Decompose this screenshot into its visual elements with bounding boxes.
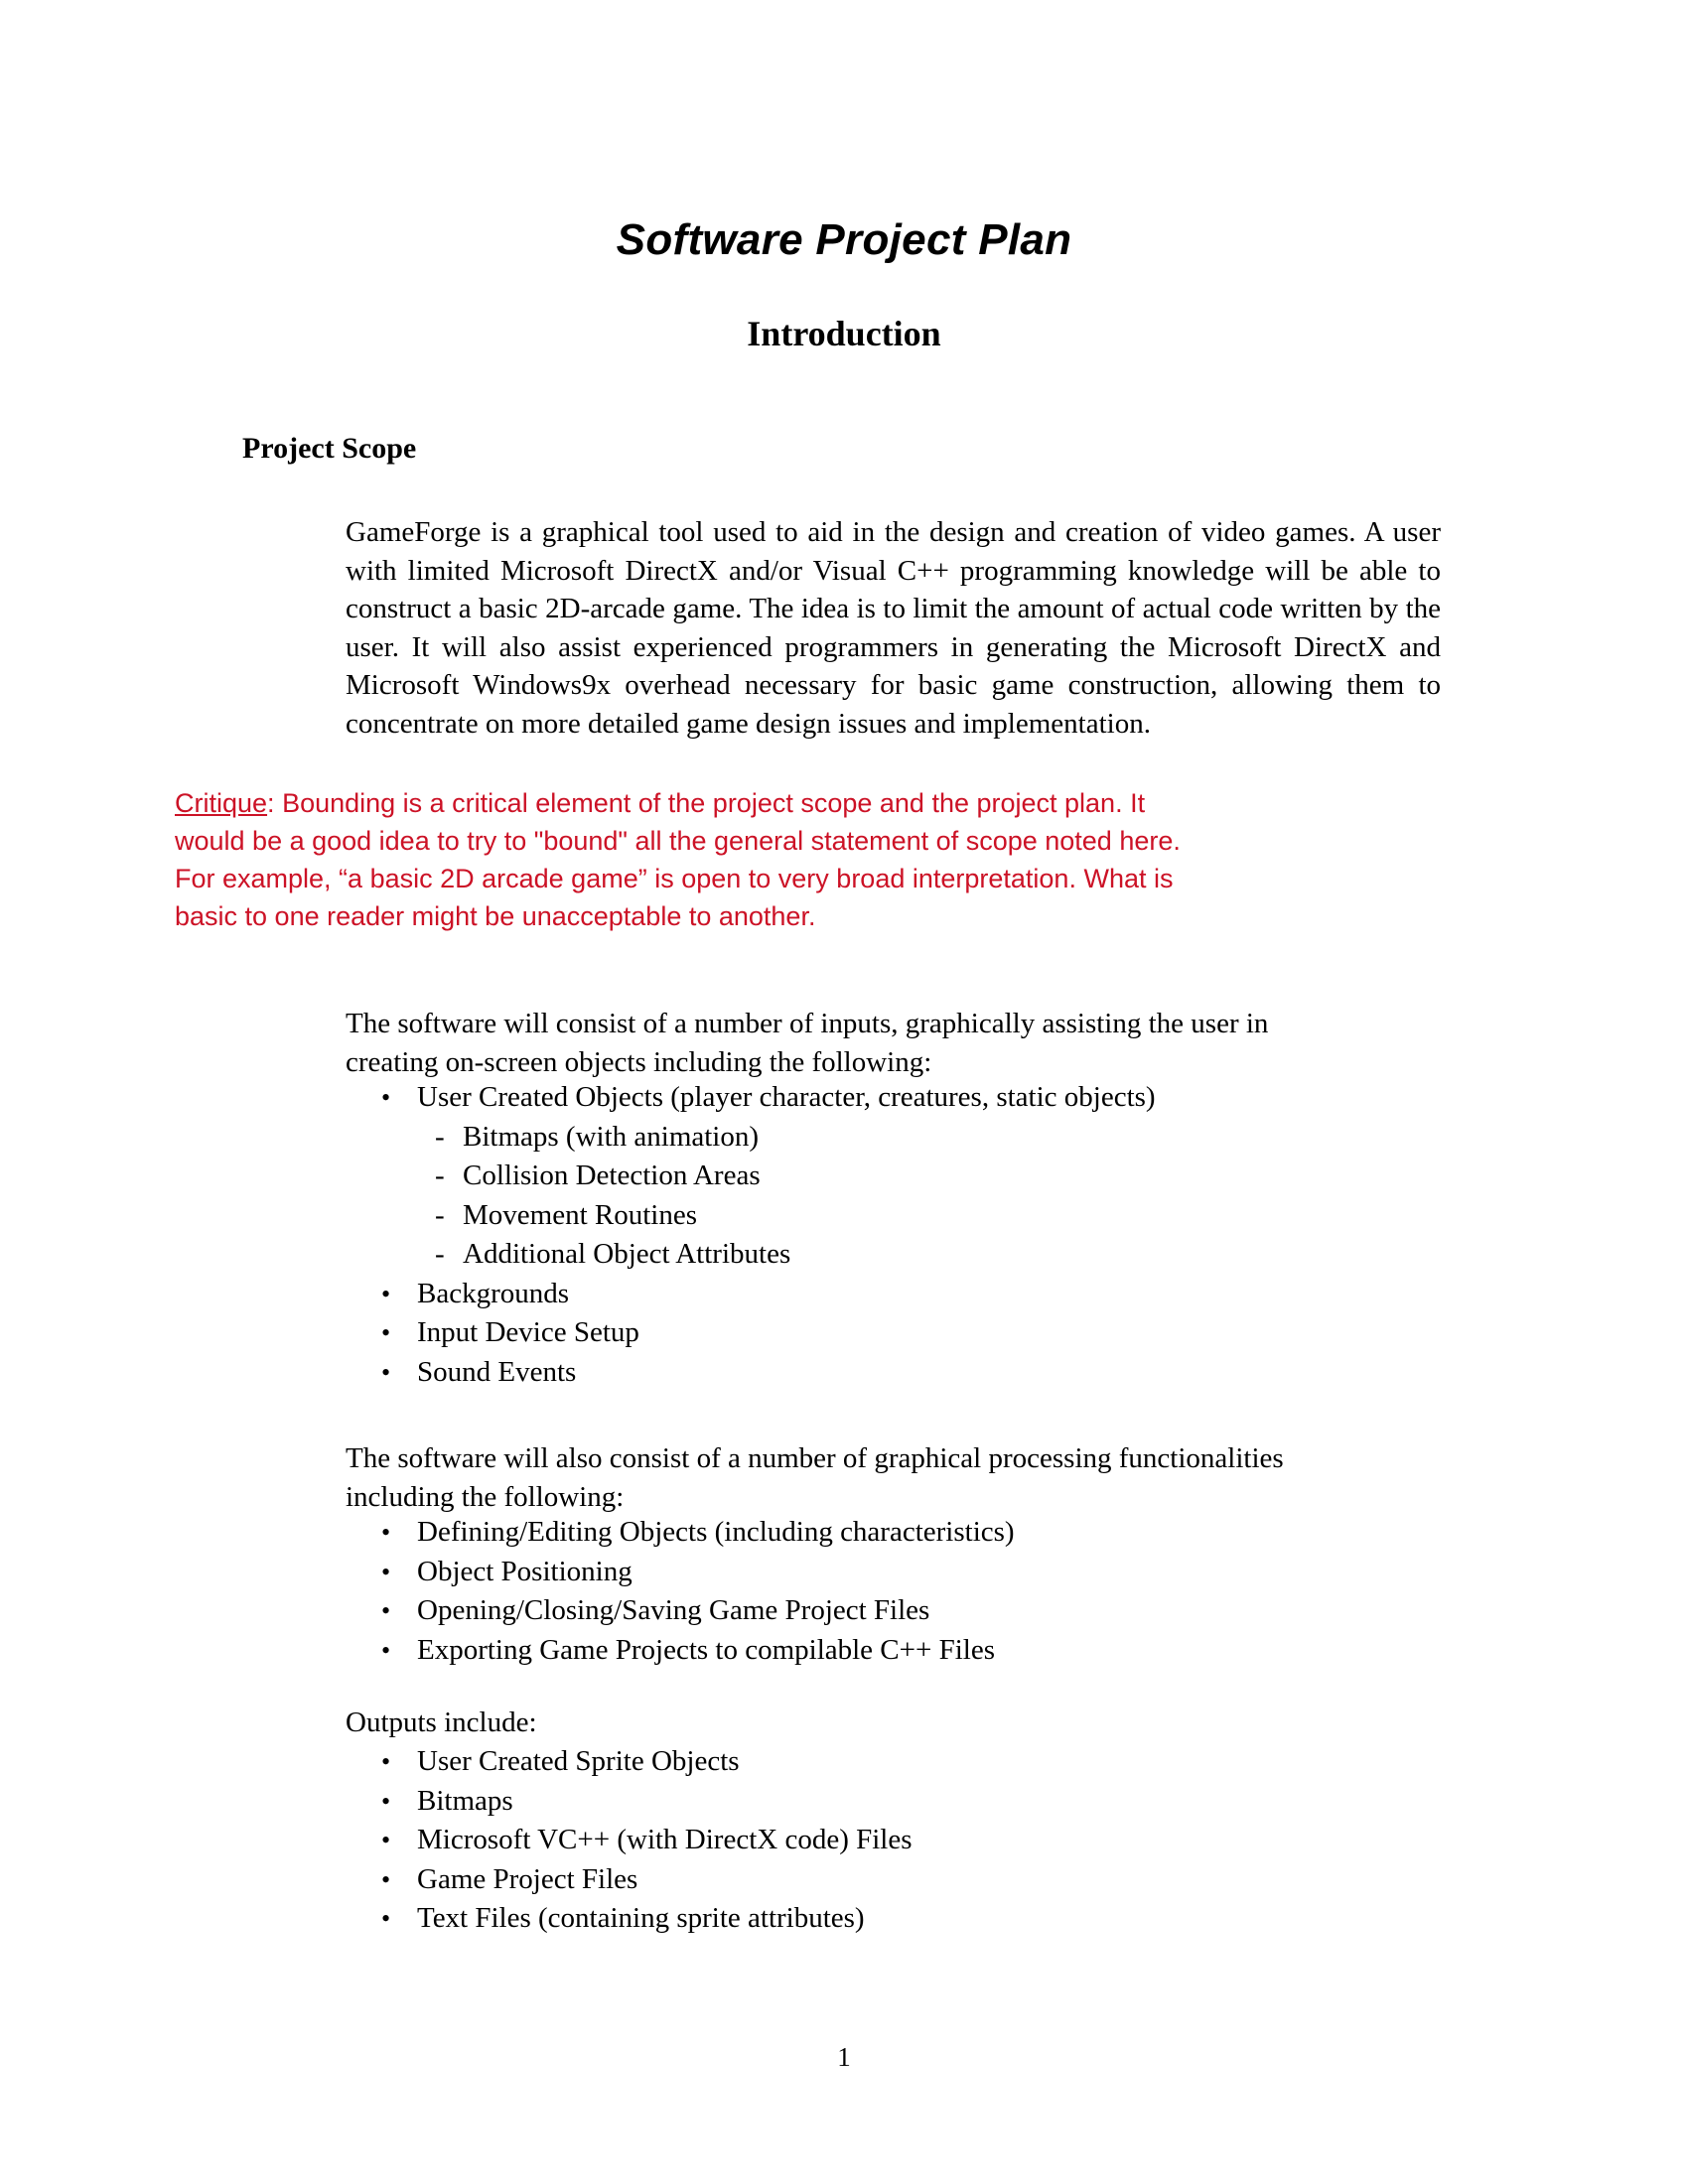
inputs-intro-paragraph (346, 1005, 1441, 1081)
bullet-marker-icon: • (381, 1635, 391, 1665)
list-item (346, 1353, 1441, 1393)
bullet-marker-icon: • (381, 1318, 391, 1347)
inputs-intro-line-2: creating on-screen objects including the following: (346, 1045, 932, 1078)
critique-line-2: would be a good idea to try to "bound" all the general statement of scope noted here. (175, 826, 1181, 856)
inputs-bullet-list (346, 1078, 1441, 1392)
document-subtitle: Introduction (747, 313, 941, 353)
dash-marker-icon: - (435, 1120, 445, 1153)
bullet-marker-icon: • (381, 1557, 391, 1586)
outputs-bullet-list (346, 1742, 1441, 1939)
list-item-label: User Created Sprite Objects (417, 1745, 740, 1777)
inputs-intro-line-1: The software will consist of a number of inputs, graphically assisting the user in (346, 1008, 1269, 1039)
list-item (346, 1742, 1441, 1782)
sub-list-item (346, 1157, 1441, 1196)
list-item-label: Input Device Setup (417, 1316, 639, 1348)
bullet-marker-icon: • (381, 1518, 391, 1547)
bullet-marker-icon: • (381, 1904, 391, 1933)
critique-line-1: Bounding is a critical element of the project scope and the project plan. It (282, 788, 1146, 818)
critique-line-4: basic to one reader might be unacceptable to another. (175, 901, 816, 931)
processing-intro-paragraph (346, 1439, 1441, 1516)
list-item (346, 1313, 1441, 1353)
list-item-label: User Created Objects (player character, creatures, static objects) (417, 1081, 1156, 1113)
bullet-marker-icon: • (381, 1747, 391, 1776)
list-item-label: Additional Object Attributes (463, 1238, 791, 1270)
list-item-label: Bitmaps (with animation) (463, 1120, 760, 1153)
list-item-label: Movement Routines (463, 1198, 698, 1231)
critique-label: Critique (175, 788, 268, 818)
list-item (346, 1821, 1441, 1860)
page-number: 1 (837, 2042, 851, 2072)
list-item-label: Collision Detection Areas (463, 1160, 761, 1191)
bullet-marker-icon: • (381, 1864, 391, 1894)
list-item (346, 1078, 1441, 1118)
critique-line-3: For example, “a basic 2D arcade game” is open to very broad interpretation. What is (175, 864, 1174, 893)
critique-separator: : (267, 788, 283, 818)
dash-marker-icon: - (435, 1238, 445, 1270)
section-heading-project-scope: Project Scope (242, 432, 417, 465)
outputs-intro-line-1: Outputs include: (346, 1706, 537, 1738)
list-item-label: Text Files (containing sprite attributes) (417, 1902, 865, 1934)
list-item-label: Backgrounds (417, 1277, 570, 1309)
list-item-label: Game Project Files (417, 1862, 638, 1895)
processing-intro-line-2: including the following: (346, 1480, 625, 1513)
bullet-marker-icon: • (381, 1279, 391, 1308)
scope-paragraph: GameForge is a graphical tool used to aid in the design and creation of video games. A user with limited Microsoft DirectX and/or Visual C++ programming knowledge will be able to construct a basic 2D-arcade game. The idea is to limit the amount of actual code written by the user. It will also assist experienced programmers in generating the Microsoft DirectX and Microsoft Windows9x overhead necessary for basic game construction, allowing them to concentrate on more detailed game design issues and implementation. (346, 516, 1441, 740)
bullet-marker-icon: • (381, 1083, 391, 1112)
bullet-marker-icon: • (381, 1786, 391, 1816)
outputs-intro-paragraph (346, 1704, 1441, 1742)
list-item (346, 1275, 1441, 1314)
bullet-marker-icon: • (381, 1357, 391, 1387)
dash-marker-icon: - (435, 1198, 445, 1231)
processing-intro-line-1: The software will also consist of a number of graphical processing functionalities (346, 1442, 1284, 1474)
document-title: Software Project Plan (616, 215, 1072, 265)
list-item (346, 1899, 1441, 1939)
list-item-label: Exporting Game Projects to compilable C++ Files (417, 1633, 996, 1666)
dash-marker-icon: - (435, 1160, 445, 1191)
processing-bullet-list (346, 1513, 1441, 1670)
critique-annotation (175, 784, 1456, 935)
list-item-label: Bitmaps (417, 1784, 513, 1817)
list-item (346, 1591, 1441, 1631)
list-item (346, 1860, 1441, 1900)
list-item (346, 1631, 1441, 1671)
list-item-label: Sound Events (417, 1355, 577, 1388)
sub-list-item (346, 1235, 1441, 1275)
list-item (346, 1782, 1441, 1822)
sub-list-item (346, 1118, 1441, 1158)
list-item-label: Microsoft VC++ (with DirectX code) Files (417, 1824, 913, 1855)
list-item (346, 1553, 1441, 1592)
list-item-label: Opening/Closing/Saving Game Project Files (417, 1594, 930, 1626)
list-item-label: Defining/Editing Objects (including characteristics) (417, 1516, 1015, 1548)
sub-list-item (346, 1196, 1441, 1236)
list-item-label: Object Positioning (417, 1555, 633, 1587)
bullet-marker-icon: • (381, 1596, 391, 1625)
bullet-marker-icon: • (381, 1826, 391, 1854)
list-item (346, 1513, 1441, 1553)
